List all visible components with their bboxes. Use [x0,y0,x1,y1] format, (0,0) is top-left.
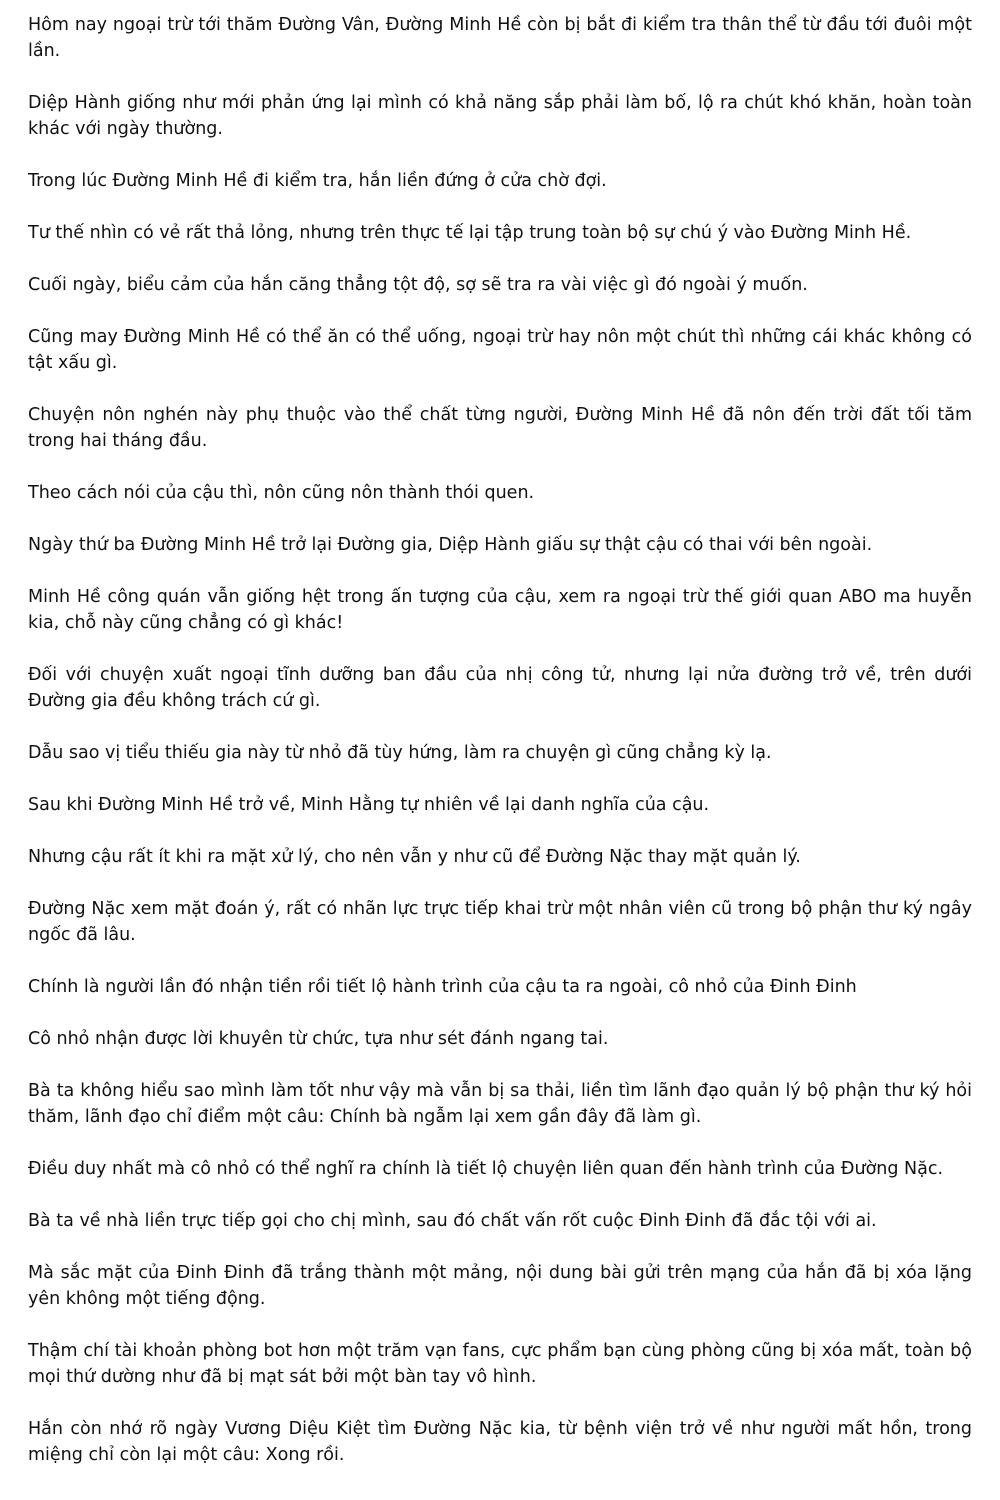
paragraph: Đối với chuyện xuất ngoại tĩnh dưỡng ban đầu của nhị công tử, nhưng lại nửa đường trở về, trên dưới Đường gia đều không trách cứ gì. [28,665,972,711]
paragraph: Đường Nặc xem mặt đoán ý, rất có nhãn lực trực tiếp khai trừ một nhân viên cũ trong bộ phận thư ký ngây ngốc đã lâu. [28,899,972,945]
paragraph: Dẫu sao vị tiểu thiếu gia này từ nhỏ đã tùy hứng, làm ra chuyện gì cũng chẳng kỳ lạ. [28,743,772,763]
paragraph: Nhưng cậu rất ít khi ra mặt xử lý, cho nên vẫn y như cũ để Đường Nặc thay mặt quản lý. [28,847,801,867]
paragraph: Tư thế nhìn có vẻ rất thả lỏng, nhưng trên thực tế lại tập trung toàn bộ sự chú ý vào Đường Minh Hề. [28,223,912,243]
paragraph: Mà sắc mặt của Đinh Đinh đã trắng thành một mảng, nội dung bài gửi trên mạng của hắn đã bị xóa lặng yên không một tiếng động. [28,1263,972,1309]
paragraph: Chuyện nôn nghén này phụ thuộc vào thể chất từng người, Đường Minh Hề đã nôn đến trời đất tối tăm trong hai tháng đầu. [28,405,972,451]
paragraph: Chính là người lần đó nhận tiền rồi tiết lộ hành trình của cậu ta ra ngoài, cô nhỏ của Đinh Đinh [28,977,857,997]
paragraph: Diệp Hành giống như mới phản ứng lại mình có khả năng sắp phải làm bố, lộ ra chút khó khăn, hoàn toàn khác với ngày thường. [28,93,972,139]
paragraph: Ngày thứ ba Đường Minh Hề trở lại Đường gia, Diệp Hành giấu sự thật cậu có thai với bên ngoài. [28,535,873,555]
paragraph: Hắn còn nhớ rõ ngày Vương Diệu Kiệt tìm Đường Nặc kia, từ bệnh viện trở về như người mất hồn, trong miệng chỉ còn lại một câu: Xong rồi. [28,1419,972,1465]
paragraph: Thậm chí tài khoản phòng bot hơn một trăm vạn fans, cực phẩm bạn cùng phòng cũng bị xóa mất, toàn bộ mọi thứ dường như đã bị mạt sát bởi một bàn tay vô hình. [28,1341,972,1387]
paragraph: Cuối ngày, biểu cảm của hắn căng thẳng tột độ, sợ sẽ tra ra vài việc gì đó ngoài ý muốn. [28,275,808,295]
paragraph: Cũng may Đường Minh Hề có thể ăn có thể uống, ngoại trừ hay nôn một chút thì những cái khác không có tật xấu gì. [28,327,972,373]
paragraph: Điều duy nhất mà cô nhỏ có thể nghĩ ra chính là tiết lộ chuyện liên quan đến hành trình của Đường Nặc. [28,1159,944,1179]
paragraph: Trong lúc Đường Minh Hề đi kiểm tra, hắn liền đứng ở cửa chờ đợi. [28,171,607,191]
paragraph: Sau khi Đường Minh Hề trở về, Minh Hằng tự nhiên về lại danh nghĩa của cậu. [28,795,710,815]
paragraph: Bà ta về nhà liền trực tiếp gọi cho chị mình, sau đó chất vấn rốt cuộc Đinh Đinh đã đắc tội với ai. [28,1211,877,1231]
paragraph: Bà ta không hiểu sao mình làm tốt như vậy mà vẫn bị sa thải, liền tìm lãnh đạo quản lý bộ phận thư ký hỏi thăm, lãnh đạo chỉ điểm một câu: Chính bà ngẫm lại xem gần đây đã làm gì. [28,1081,972,1127]
paragraph: Hôm nay ngoại trừ tới thăm Đường Vân, Đường Minh Hề còn bị bắt đi kiểm tra thân thể từ đầu tới đuôi một lần. [28,15,972,61]
paragraph: Cô nhỏ nhận được lời khuyên từ chức, tựa như sét đánh ngang tai. [28,1029,609,1049]
paragraph: Theo cách nói của cậu thì, nôn cũng nôn thành thói quen. [28,483,535,503]
paragraph: Minh Hề công quán vẫn giống hệt trong ấn tượng của cậu, xem ra ngoại trừ thế giới quan ABO ma huyễn kia, chỗ này cũng chẳng có gì khác! [28,587,972,633]
